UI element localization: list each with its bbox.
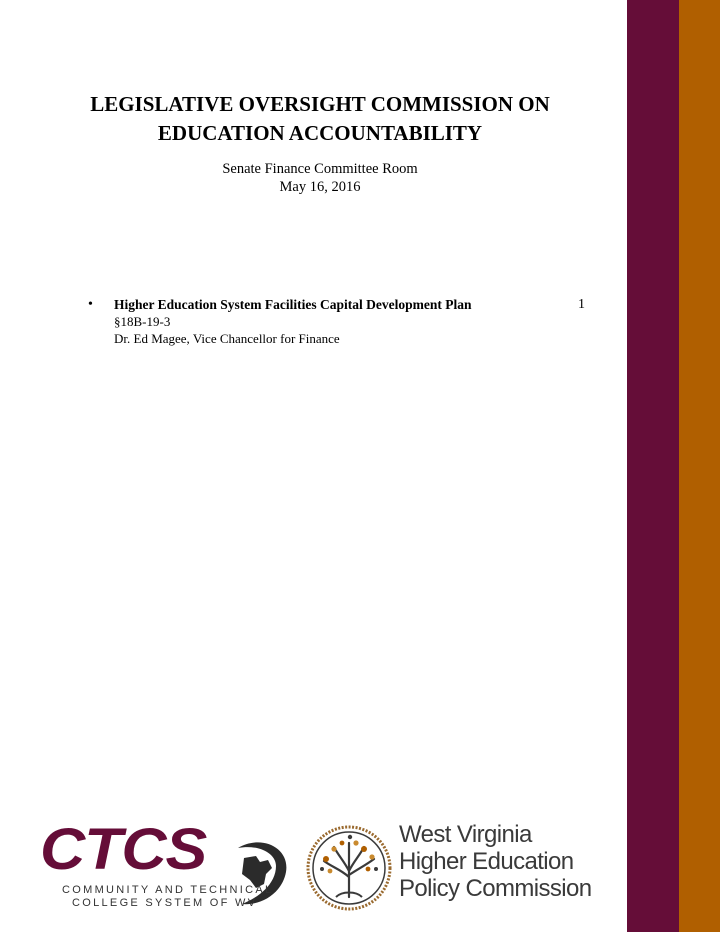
title-line-1: LEGISLATIVE OVERSIGHT COMMISSION ON	[90, 92, 550, 116]
agenda-item-title: Higher Education System Facilities Capital Development Plan	[114, 297, 472, 312]
ctcs-letters: CTCS	[40, 817, 207, 882]
hepc-line-2: Higher Education	[399, 848, 574, 875]
agenda-item-code: §18B-19-3	[114, 314, 171, 329]
orange-side-stripe	[679, 0, 720, 932]
bullet-icon: •	[88, 297, 93, 312]
document-title	[60, 90, 580, 148]
agenda-item-presenter: Dr. Ed Magee, Vice Chancellor for Finance	[114, 331, 340, 346]
meeting-date: May 16, 2016	[279, 179, 361, 195]
ctcs-tagline-line-2: COLLEGE SYSTEM OF WV	[72, 897, 258, 909]
hepc-logo-text	[399, 821, 592, 902]
hepc-line-3: Policy Commission	[399, 875, 592, 902]
agenda-item-page-number: 1	[578, 297, 585, 312]
hepc-line-1: West Virginia	[399, 821, 532, 848]
hepc-tree-seal-icon	[306, 825, 392, 911]
meeting-location: Senate Finance Committee Room	[222, 161, 418, 177]
ctcs-logo	[40, 817, 285, 912]
meeting-info	[60, 160, 580, 196]
title-line-2: EDUCATION ACCOUNTABILITY	[157, 121, 483, 145]
ctcs-tagline-line-1: COMMUNITY AND TECHNICAL	[62, 884, 274, 896]
maroon-side-stripe	[627, 0, 679, 932]
